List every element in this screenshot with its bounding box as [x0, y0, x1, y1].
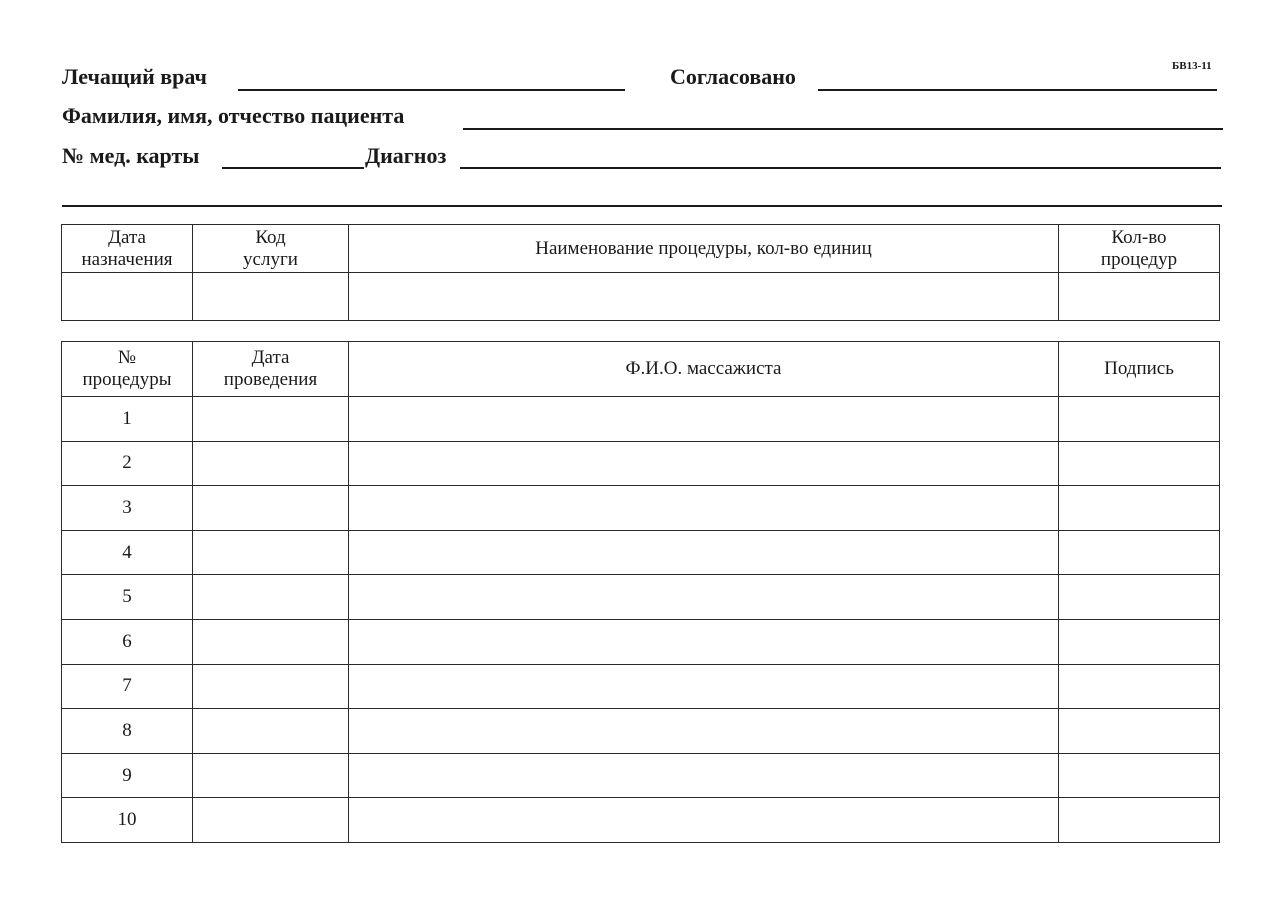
procedure-row — [62, 709, 1220, 754]
procedure-count-cell[interactable] — [1059, 273, 1220, 321]
procedure-number-cell: 7 — [62, 664, 193, 709]
masseur-name-cell[interactable] — [349, 486, 1059, 531]
service-code-cell[interactable] — [193, 273, 349, 321]
column-header-signature: Подпись — [1059, 342, 1220, 397]
masseur-name-cell[interactable] — [349, 397, 1059, 442]
column-header-procedure-number: № процедуры — [62, 342, 193, 397]
attending-doctor-field[interactable] — [238, 89, 625, 91]
date-performed-cell[interactable] — [193, 753, 349, 798]
signature-cell[interactable] — [1059, 664, 1220, 709]
procedure-row — [62, 619, 1220, 664]
signature-cell[interactable] — [1059, 575, 1220, 620]
procedure-row — [62, 530, 1220, 575]
date-performed-cell[interactable] — [193, 709, 349, 754]
column-header-date-performed: Дата проведения — [193, 342, 349, 397]
procedure-row — [62, 397, 1220, 442]
procedure-row — [62, 575, 1220, 620]
date-performed-cell[interactable] — [193, 530, 349, 575]
date-performed-cell[interactable] — [193, 441, 349, 486]
procedure-row — [62, 798, 1220, 843]
procedures-header-row — [62, 342, 1220, 397]
signature-cell[interactable] — [1059, 486, 1220, 531]
diagnosis-label: Диагноз — [365, 143, 447, 168]
date-performed-cell[interactable] — [193, 798, 349, 843]
signature-cell[interactable] — [1059, 530, 1220, 575]
prescription-entry-row — [62, 273, 1220, 321]
masseur-name-cell[interactable] — [349, 619, 1059, 664]
masseur-name-cell[interactable] — [349, 530, 1059, 575]
prescription-table — [61, 224, 1220, 321]
patient-name-field[interactable] — [463, 128, 1223, 130]
procedure-number-cell: 3 — [62, 486, 193, 531]
procedure-number-cell: 10 — [62, 798, 193, 843]
approved-field[interactable] — [818, 89, 1217, 91]
masseur-name-cell[interactable] — [349, 709, 1059, 754]
date-assigned-cell[interactable] — [62, 273, 193, 321]
procedure-number-cell: 9 — [62, 753, 193, 798]
procedure-number-cell: 6 — [62, 619, 193, 664]
diagnosis-field[interactable] — [460, 167, 1221, 169]
signature-cell[interactable] — [1059, 619, 1220, 664]
column-header-service-code: Код услуги — [193, 225, 349, 273]
approved-label: Согласовано — [670, 64, 796, 89]
date-performed-cell[interactable] — [193, 397, 349, 442]
date-performed-cell[interactable] — [193, 664, 349, 709]
date-performed-cell[interactable] — [193, 575, 349, 620]
procedure-number-cell: 2 — [62, 441, 193, 486]
signature-cell[interactable] — [1059, 798, 1220, 843]
masseur-name-cell[interactable] — [349, 798, 1059, 843]
signature-cell[interactable] — [1059, 753, 1220, 798]
attending-doctor-label: Лечащий врач — [62, 64, 207, 89]
column-header-date-assigned: Дата назначения — [62, 225, 193, 273]
procedures-table — [61, 341, 1220, 843]
procedure-number-cell: 5 — [62, 575, 193, 620]
masseur-name-cell[interactable] — [349, 575, 1059, 620]
masseur-name-cell[interactable] — [349, 441, 1059, 486]
patient-name-label: Фамилия, имя, отчество пациента — [62, 103, 405, 128]
procedure-number-cell: 4 — [62, 530, 193, 575]
procedure-row — [62, 664, 1220, 709]
column-header-procedure-name: Наименование процедуры, кол-во единиц — [349, 225, 1059, 273]
prescription-header-row — [62, 225, 1220, 273]
med-card-label: № мед. карты — [62, 143, 200, 168]
date-performed-cell[interactable] — [193, 486, 349, 531]
diagnosis-extra-line[interactable] — [62, 205, 1222, 207]
column-header-procedure-count: Кол-во процедур — [1059, 225, 1220, 273]
procedure-row — [62, 441, 1220, 486]
masseur-name-cell[interactable] — [349, 753, 1059, 798]
med-card-field[interactable] — [222, 167, 364, 169]
signature-cell[interactable] — [1059, 709, 1220, 754]
procedure-row — [62, 753, 1220, 798]
procedure-name-cell[interactable] — [349, 273, 1059, 321]
procedure-row — [62, 486, 1220, 531]
signature-cell[interactable] — [1059, 397, 1220, 442]
column-header-masseur-name: Ф.И.О. массажиста — [349, 342, 1059, 397]
procedure-number-cell: 8 — [62, 709, 193, 754]
masseur-name-cell[interactable] — [349, 664, 1059, 709]
date-performed-cell[interactable] — [193, 619, 349, 664]
procedure-number-cell: 1 — [62, 397, 193, 442]
form-code: БВ13-11 — [1172, 60, 1212, 72]
signature-cell[interactable] — [1059, 441, 1220, 486]
